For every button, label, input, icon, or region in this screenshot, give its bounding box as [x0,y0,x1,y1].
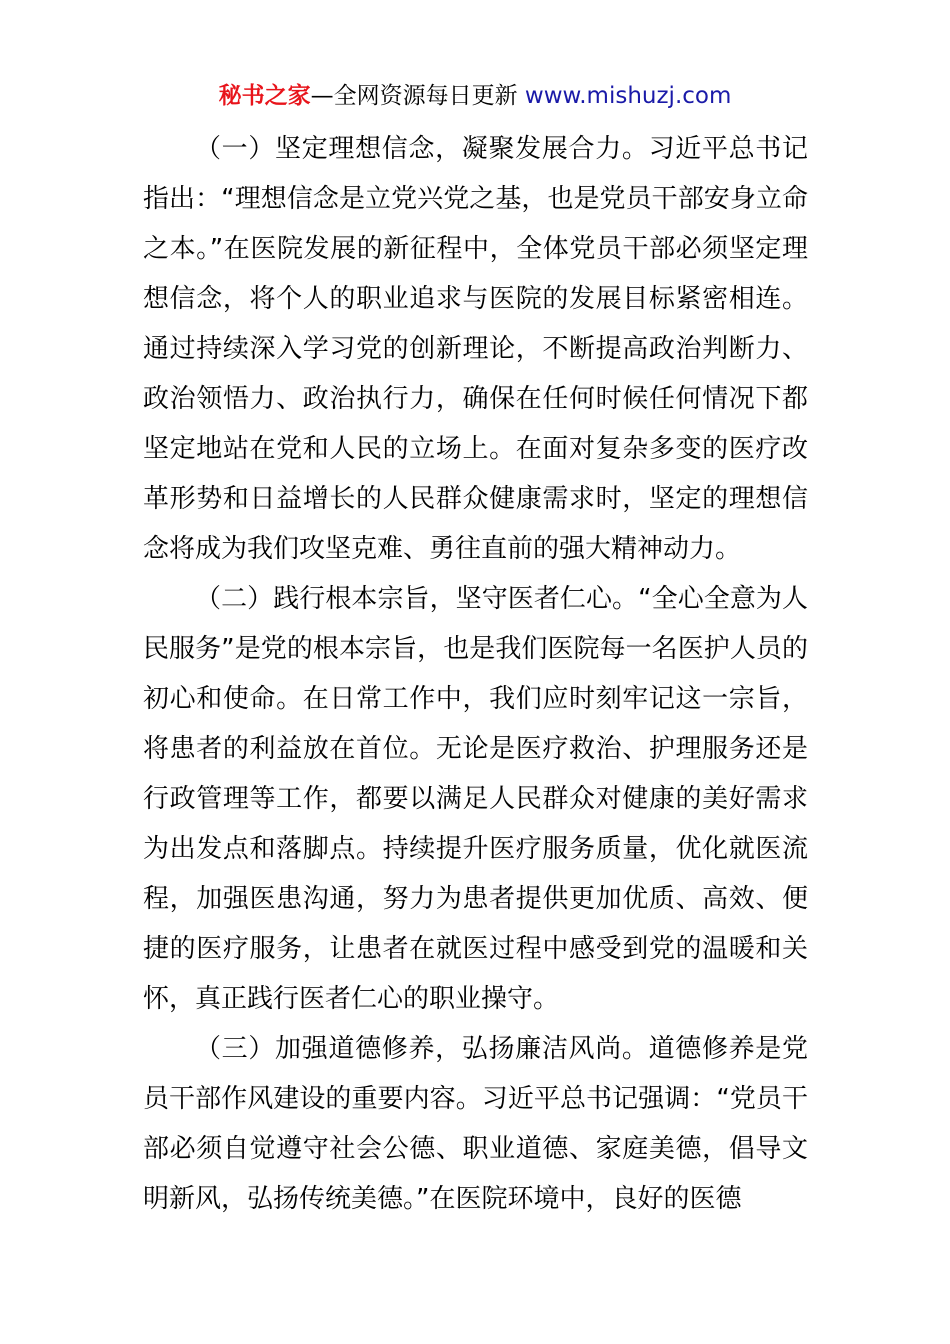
header-tagline: —全网资源每日更新 [310,83,525,109]
document-body [143,124,808,1224]
paragraph-2: （二）践行根本宗旨，坚守医者仁心。“全心全意为人民服务”是党的根本宗旨，也是我们医院每一名医护人员的初心和使命。在日常工作中，我们应时刻牢记这一宗旨，将患者的利益放在首位。无论是医疗救治、护理服务还是行政管理等工作，都要以满足人民群众对健康的美好需求为出发点和落脚点。持续提升医疗服务质量，优化就医流程，加强医患沟通，努力为患者提供更加优质、高效、便捷的医疗服务，让患者在就医过程中感受到党的温暖和关怀，真正践行医者仁心的职业操守。 [143,584,808,1014]
page-header [0,80,950,112]
paragraph-3: （三）加强道德修养，弘扬廉洁风尚。道德修养是党员干部作风建设的重要内容。习近平总书记强调：“党员干部必须自觉遵守社会公德、职业道德、家庭美德，倡导文明新风，弘扬传统美德。”在医院环境中，良好的医德 [143,1034,808,1214]
header-brand: 秘书之家 [218,83,311,109]
header-url-link[interactable]: www.mishuzj.com [524,83,732,109]
paragraph-1: （一）坚定理想信念，凝聚发展合力。习近平总书记指出：“理想信念是立党兴党之基，也是党员干部安身立命之本。”在医院发展的新征程中，全体党员干部必须坚定理想信念，将个人的职业追求与医院的发展目标紧密相连。通过持续深入学习党的创新理论，不断提高政治判断力、政治领悟力、政治执行力，确保在任何时候任何情况下都坚定地站在党和人民的立场上。在面对复杂多变的医疗改革形势和日益增长的人民群众健康需求时，坚定的理想信念将成为我们攻坚克难、勇往直前的强大精神动力。 [143,134,808,564]
